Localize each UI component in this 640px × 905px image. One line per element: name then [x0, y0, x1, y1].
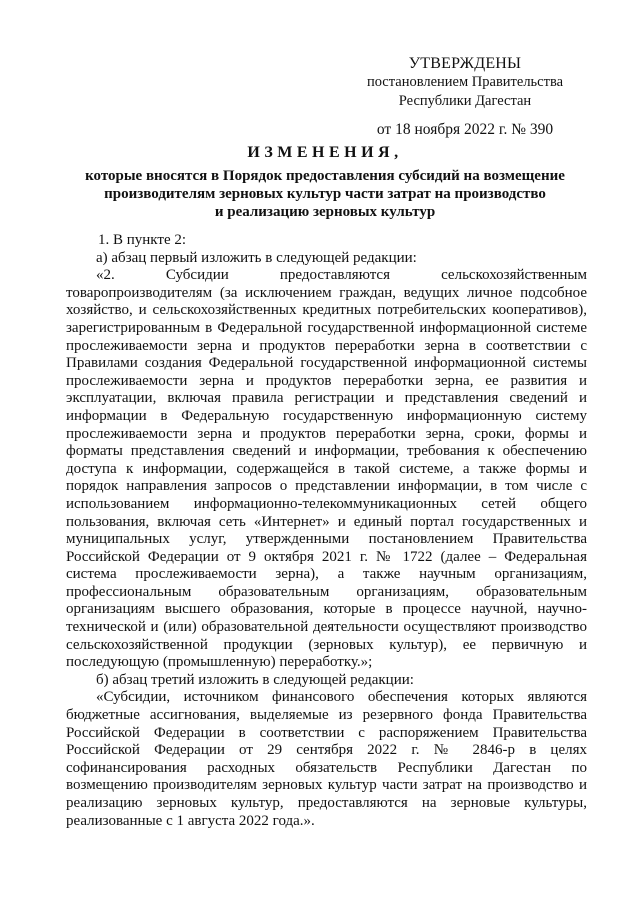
- subitem-a: а) абзац первый изложить в следующей редакции:: [96, 249, 417, 266]
- document-body: [66, 232, 587, 830]
- subtitle-line-2: производителям зерновых культур части затрат на производство: [104, 186, 546, 202]
- subtitle-line-1: которые вносятся в Порядок предоставления субсидий на возмещение: [85, 168, 565, 184]
- item-1-heading: 1. В пункте 2:: [98, 232, 187, 248]
- approval-title: УТВЕРЖДЕНЫ: [408, 55, 522, 72]
- approval-authority: постановлением Правительства: [366, 74, 564, 90]
- approval-republic: Республики Дагестан: [398, 93, 532, 109]
- document-subtitle: [60, 167, 590, 221]
- paragraph-b-text: «Субсидии, источником финансового обеспечения которых являются бюджетные ассигнования, выделяемые из резервного фонда Правительства Российской Федерации в соответствии с распоряжением Правительства Российской Федерации от 29 сентября 2022 г. № 2846-р в целях софинансирования расходных обязательств Республики Дагестан по возмещению производителям зерновых культур части затрат на производство и реализацию зерновых культур, предоставляются на зерновые культуры, реализованные с 1 августа 2022 года.».: [66, 689, 587, 829]
- approval-date: от 18 ноября 2022 г. № 390: [376, 121, 554, 138]
- paragraph-a-text: «2. Субсидии предоставляются сельскохозяйственным товаропроизводителям (за исключением граждан, ведущих личное подсобное хозяйство, и сельскохозяйственных кредитных потребительских кооперативов), зарегистрированным в Федеральной государственной информационной системе прослеживаемости зерна и продуктов переработки зерна в соответствии с Правилами создания Федеральной государственной информационной системы прослеживаемости зерна и продуктов переработки зерна, ее развития и эксплуатации, включая правила регистрации и представления сведений и информации в Федеральную государственную информационную систему прослеживаемости зерна и продуктов переработки зерна, сроки, формы и форматы представления сведений и информации, требования к обеспечению доступа к информации, содержащейся в такой системе, а также формы и порядок направления запросов о представлении информации, в том числе с использованием информационно-телекоммуникационных сетей общего пользования, включая сеть «Интернет» и единый портал государственных и муниципальных услуг, утвержденными постановлением Правительства Российской Федерации от 9 октября 2021 г. № 1722 (далее – Федеральная система прослеживаемости зерна), а также научным организациям, профессиональным образовательным организациям, образовательным организациям высшего образования, которые в процессе научной, научно-технической и (или) образовательной деятельности осуществляют производство сельскохозяйственной продукции (зерновых культур), ее первичную и последующую (промышленную) переработку.»;: [66, 267, 587, 671]
- approval-block: [360, 54, 570, 139]
- subitem-b: б) абзац третий изложить в следующей редакции:: [96, 671, 414, 688]
- document-title: ИЗМЕНЕНИЯ,: [247, 144, 403, 161]
- document-heading: [60, 144, 590, 221]
- subtitle-line-3: и реализацию зерновых культур: [214, 204, 436, 220]
